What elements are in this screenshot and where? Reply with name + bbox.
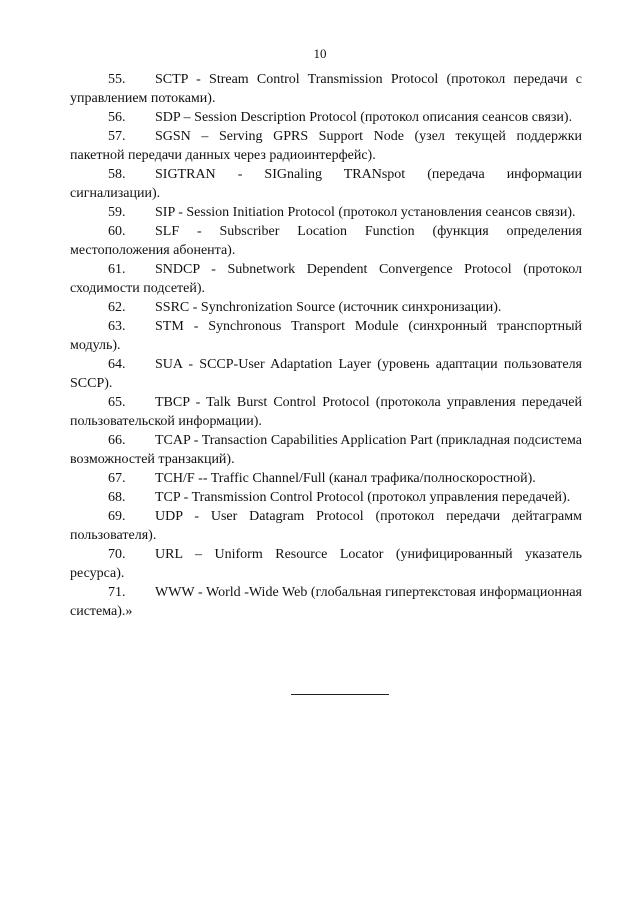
list-item [70, 108, 582, 127]
entry-text: SSRC - Synchronization Source (источник синхронизации). [155, 300, 502, 315]
entry-number: 64. [108, 357, 126, 372]
entry-text: TCP - Transmission Control Protocol (протокол управления передачей). [155, 490, 571, 505]
entry-number: 58. [108, 167, 126, 182]
entry-number: 60. [108, 224, 126, 239]
list-item [70, 393, 582, 431]
list-item [70, 469, 582, 488]
entry-text: SIGTRAN - SIGnaling TRANspot (передача информации сигнализации). [70, 167, 582, 201]
entry-text: SGSN – Serving GPRS Support Node (узел текущей поддержки пакетной передачи данных через радиоинтерфейс). [70, 129, 582, 163]
list-item [70, 583, 582, 621]
entry-number: 59. [108, 205, 126, 220]
list-item [70, 298, 582, 317]
list-item [70, 165, 582, 203]
entry-number: 57. [108, 129, 126, 144]
entry-number: 56. [108, 110, 126, 125]
list-item [70, 222, 582, 260]
entry-text: SIP - Session Initiation Protocol (протокол установления сеансов связи). [155, 205, 576, 220]
entry-text: STM - Synchronous Transport Module (синхронный транспортный модуль). [70, 319, 582, 353]
entry-number: 61. [108, 262, 126, 277]
entry-text: SNDCP - Subnetwork Dependent Convergence Protocol (протокол сходимости подсетей). [70, 262, 582, 296]
list-item [70, 203, 582, 222]
entry-text: SCTP - Stream Control Transmission Protocol (протокол передачи с управлением потоками). [70, 72, 582, 106]
entry-text: URL – Uniform Resource Locator (унифицированный указатель ресурса). [70, 547, 582, 581]
entry-text: SLF - Subscriber Location Function (функция определения местоположения абонента). [70, 224, 582, 258]
entry-text: TCAP - Transaction Capabilities Application Part (прикладная подсистема возможностей транзакций). [70, 433, 582, 467]
entry-number: 69. [108, 509, 126, 524]
entry-text: TBCP - Talk Burst Control Protocol (протокола управления передачей пользовательской информации). [70, 395, 582, 429]
list-item [70, 317, 582, 355]
entry-number: 55. [108, 72, 126, 87]
entry-number: 63. [108, 319, 126, 334]
abbreviation-list [70, 70, 582, 621]
entry-number: 66. [108, 433, 126, 448]
entry-text: TCH/F -- Traffic Channel/Full (канал трафика/полноскоростной). [155, 471, 536, 486]
entry-number: 62. [108, 300, 126, 315]
entry-text: WWW - World -Wide Web (глобальная гипертекстовая информационная система).» [70, 585, 582, 619]
list-item [70, 260, 582, 298]
list-item [70, 431, 582, 469]
entry-number: 71. [108, 585, 126, 600]
entry-text: SUA - SCCP-User Adaptation Layer (уровень адаптации пользователя SCCP). [70, 357, 582, 391]
list-item [70, 70, 582, 108]
entry-number: 65. [108, 395, 126, 410]
entry-text: UDP - User Datagram Protocol (протокол передачи дейтаграмм пользователя). [70, 509, 582, 543]
entry-number: 70. [108, 547, 126, 562]
list-item [70, 127, 582, 165]
entry-number: 67. [108, 471, 126, 486]
list-item [70, 507, 582, 545]
entry-number: 68. [108, 490, 126, 505]
entry-text: SDP – Session Description Protocol (протокол описания сеансов связи). [155, 110, 573, 125]
list-item [70, 545, 582, 583]
page-number: 10 [313, 46, 327, 61]
list-item [70, 355, 582, 393]
list-item [70, 488, 582, 507]
footer-divider [291, 694, 389, 695]
